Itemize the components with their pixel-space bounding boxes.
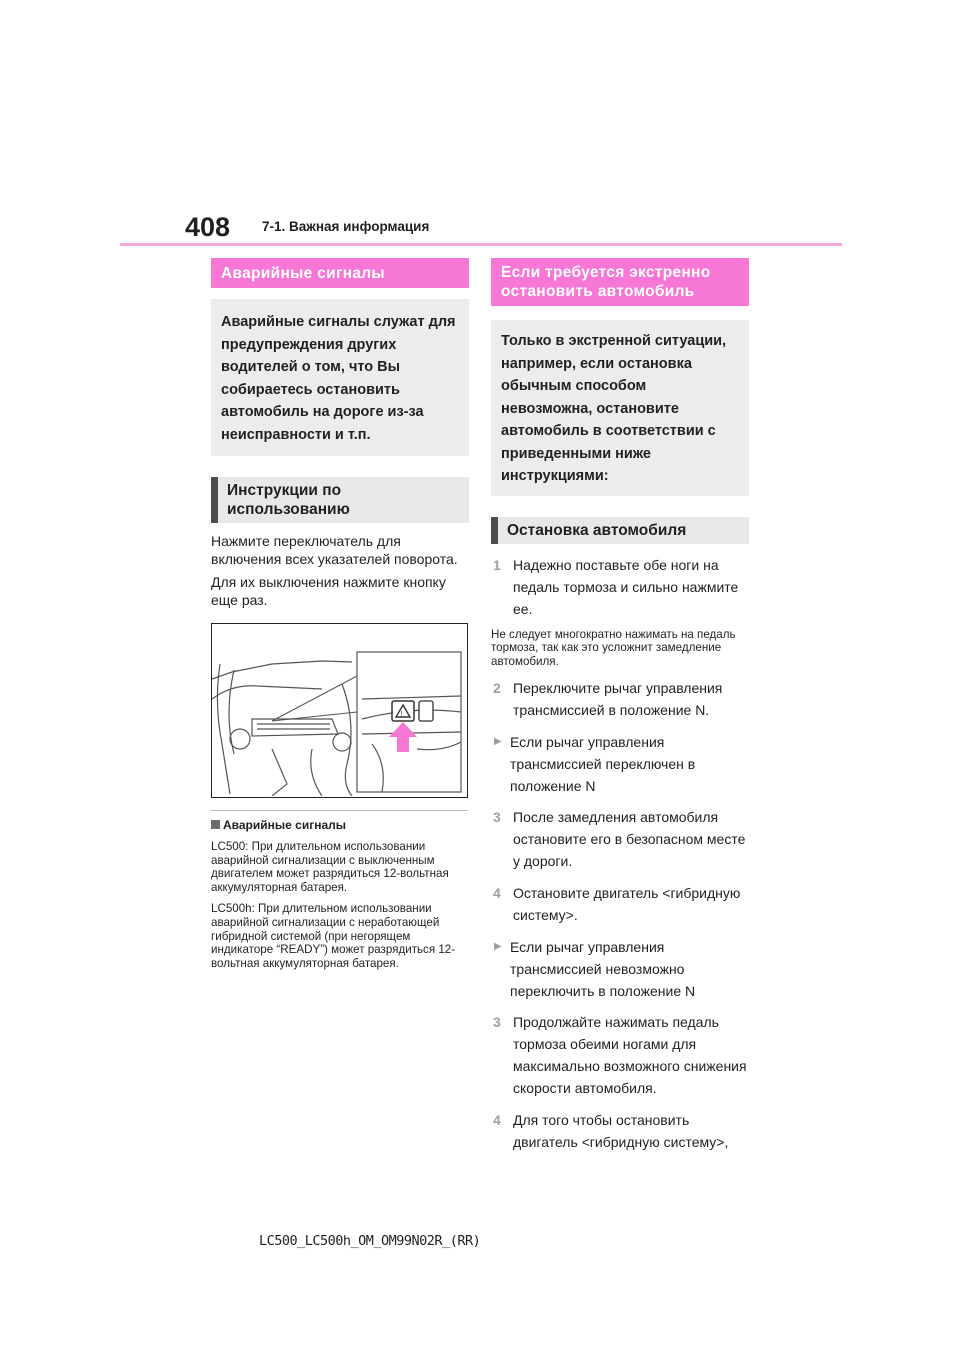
step-4b (491, 1109, 749, 1153)
condition-1 (491, 731, 749, 797)
svg-text:!: ! (400, 711, 403, 718)
step-number: 2 (493, 680, 501, 697)
right-column (491, 258, 749, 1153)
condition-2 (491, 936, 749, 1002)
step-text: Надежно поставьте обе ноги на педаль тормоза и сильно нажмите ее. (513, 556, 739, 617)
step-1-note: Не следует многократно нажимать на педаль тормоза, так как это усложнит замедление автомобиля. (491, 627, 736, 668)
step-4a (491, 882, 749, 926)
step-text: Для того чтобы остановить двигатель <гибридную систему>, (513, 1112, 729, 1151)
step-number: 3 (493, 809, 501, 826)
header-rule (120, 243, 842, 246)
left-column (211, 258, 469, 609)
hazard-switch-illustration (211, 623, 468, 798)
note-paragraph-1: LC500: При длительном использовании аварийной сигнализации с выключенным двигателем может разрядиться 12-вольтная аккумуляторная батарея. (211, 840, 449, 894)
step-text: Переключите рычаг управления трансмиссией в положение N. (513, 680, 723, 719)
condition-text: Если рычаг управления трансмиссией переключен в положение N (510, 734, 696, 795)
step-text: Остановите двигатель <гибридную систему>. (513, 885, 741, 924)
step-text: Продолжайте нажимать педаль тормоза обеими ногами для максимально возможного снижения скорости автомобиля. (513, 1014, 747, 1097)
stop-heading: Остановка автомобиля (491, 517, 749, 544)
usage-paragraph-2: Для их выключения нажмите кнопку еще раз. (211, 574, 446, 608)
section-title: 7-1. Важная информация (262, 219, 430, 234)
note-divider (211, 810, 468, 811)
step-number: 4 (493, 1112, 501, 1129)
step-number: 1 (493, 556, 501, 573)
hazard-intro: Аварийные сигналы служат для предупреждения других водителей о том, что Вы собираетесь остановить автомобиль на дороге из-за неисправности и т.п. (211, 299, 469, 456)
note-paragraph-2: LC500h: При длительном использовании аварийной сигнализации с неработающей гибридной системой (при негорящем индикаторе “READY”) может разрядиться 12-вольтная аккумуляторная батарея. (211, 902, 456, 970)
triangle-bullet-icon: ▶ (494, 941, 502, 953)
notes-section (211, 818, 469, 970)
step-2 (491, 677, 749, 721)
hazard-heading: Аварийные сигналы (211, 258, 469, 288)
step-1 (491, 554, 749, 620)
triangle-bullet-icon: ▶ (494, 736, 502, 748)
square-bullet-icon (211, 820, 220, 829)
step-text: После замедления автомобиля остановите его в безопасном месте у дороги. (513, 809, 746, 870)
document-code: LC500_LC500h_OM_OM99N02R_(RR) (259, 1233, 481, 1249)
emergency-intro: Только в экстренной ситуации, например, если остановка обычным способом невозможна, остановите автомобиль в соответствии с приведенными ниже инструкциями: (491, 320, 749, 496)
note-heading: Аварийные сигналы (223, 818, 346, 832)
note-heading-row (211, 818, 469, 832)
page-number: 408 (185, 212, 231, 242)
usage-heading: Инструкции по использованию (211, 477, 469, 523)
step-number: 3 (493, 1014, 501, 1031)
step-3b (491, 1011, 749, 1099)
step-3a (491, 806, 749, 872)
dashboard-drawing (212, 624, 466, 796)
condition-text: Если рычаг управления трансмиссией невозможно переключить в положение N (510, 939, 696, 1000)
usage-paragraph-1: Нажмите переключатель для включения всех указателей поворота. (211, 533, 458, 567)
step-number: 4 (493, 885, 501, 902)
emergency-heading: Если требуется экстренно остановить автомобиль (491, 258, 749, 306)
